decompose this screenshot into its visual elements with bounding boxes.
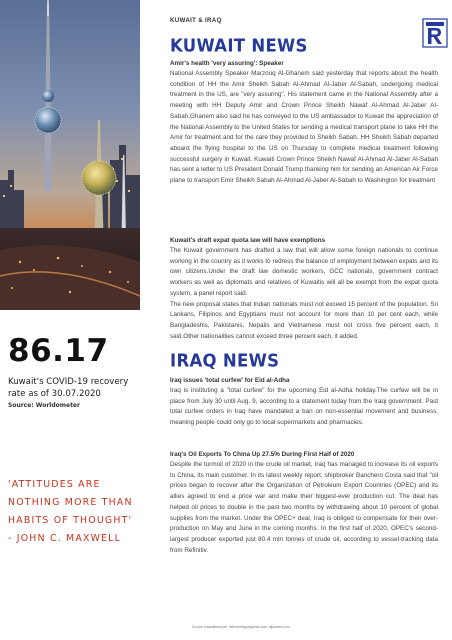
company-logo-icon — [422, 18, 448, 48]
article-headline: Iraq issues 'total curfew' for Eid al-Adha — [170, 377, 290, 384]
quote-text: 'ATTITUDES ARE NOTHING MORE THAN HABITS OF THOUGHT' — [8, 479, 133, 526]
article-headline: Amir's health 'very assuring': Speaker — [170, 60, 284, 67]
recovery-rate-value: 86.17 — [8, 333, 109, 369]
article-body: Iraq is instituting a "total curfew" for the upcoming Eid al-Adha holiday.The curfew will be in place from July 30 until Aug. 9, according to a statement today from the Iraqi government. Past total curfew orders in Iraq have mandated a ban on non-essential movement and business, meaning people could only go to local supermarkets and pharmacies. — [170, 387, 438, 427]
recovery-rate-source: Source: Worldometer — [8, 402, 80, 409]
recovery-rate-description: Kuwait's COVID-19 recovery rate as of 30.07.2020 — [8, 377, 129, 399]
kuwait-article-1 — [170, 59, 438, 187]
kuwait-towers-photo — [0, 0, 140, 310]
quote-block — [8, 476, 140, 548]
left-sidebar — [0, 0, 140, 640]
article-body-continued: The new proposal states that Indian nationals must not exceed 15 percent of the population. Sri Lankans, Filipinos and Egyptians must not account for more than 10 per cent each, while Bangladeshis, Pakistanis, Nepalis and Vietnamese must not cross five percent each, it said.Other nationalities cannot exceed three percent each, it added. — [170, 300, 438, 340]
page-kicker: KUWAIT & IRAQ — [170, 17, 222, 24]
footer-sources: Source: kuwaittimes.net, hellenicshippingnews.com, aljazeera.com — [192, 625, 290, 629]
iraq-article-2 — [170, 450, 438, 556]
iraq-news-title: IRAQ NEWS — [170, 350, 280, 371]
iraq-article-1 — [170, 376, 438, 429]
article-headline: Kuwait's draft expat quota law will have exemptions — [170, 237, 326, 244]
article-body: Despite the turmoil of 2020 in the crude oil market, Iraq has managed to increase its oil exports to China, its main customer. In its latest weekly report, shipbroker Banchero Costa said that "oil prices began to recover after the Organization of Petroleum Export Countries (OPEC) and its allies agreed to end a price war and make their biggest-ever production cut. The deal has helped oil prices to double in the past two months by withdrawing about 10 percent of global supplies from the market. Under the OPEC+ deal, Iraq is obliged to compensate for their over-production on May and June in the coming months. In the first half of 2020, OPEC's second-largest producer exported just 80.4 mln tonnes of crude oil, according to vessel-tracking data from Refinitiv. — [170, 461, 438, 554]
article-body: The Kuwait government has drafted a law that will allow some foreign nationals to continue working in the country as it works to redress the balance of employment between expats and its own citizens.Under the draft law domestic workers, GCC nationals, government contract workers as well as diplomats and relatives of Kuwaitis will all be exempt from the expat quota system, a panel report said. — [170, 247, 438, 297]
quote-author: - JOHN C. MAXWELL — [8, 533, 122, 544]
news-column — [170, 0, 438, 640]
kuwait-article-2 — [170, 236, 438, 342]
article-headline: Iraq's Oil Exports To China Up 27.5% During First Half of 2020 — [170, 451, 355, 458]
kuwait-news-title: KUWAIT NEWS — [170, 35, 308, 56]
article-body: National Assembly Speaker Marzouq Al-Ghanem said yesterday that reports about the health condition of HH the Amir Sheikh Sabah Al-Ahmad Al-Jaber Al-Sabah, undergoing medical treatment in the US, are "very assuring". His statement came in the National Assembly after a meeting with HH Deputy Amir and Crown Prince Sheikh Nawaf Al-Ahmad Al-Jaber Al-Sabah.Ghanem also said he has conveyed to the US ambassador to Kuwait the appreciation of the National Assembly to the United States for sending a medical transport plane to take HH the Amir for treatment and for the care they provided to Sheikh Sabah. HH Sheikh Sabah departed aboard the flying hospital to the US on Thursday to complete medical treatment following successful surgery in Kuwait. Kuwaiti Crown Prince Sheikh Nawaf Al-Ahmad Al-Jaber Al-Sabah has sent a letter to US President Donald Trump thanking him for sending an American Air Force plane to transport Emir Sheikh Sabah Al-Ahmad Al-Jaber Al-Sabah to Washington for treatment — [170, 70, 438, 185]
